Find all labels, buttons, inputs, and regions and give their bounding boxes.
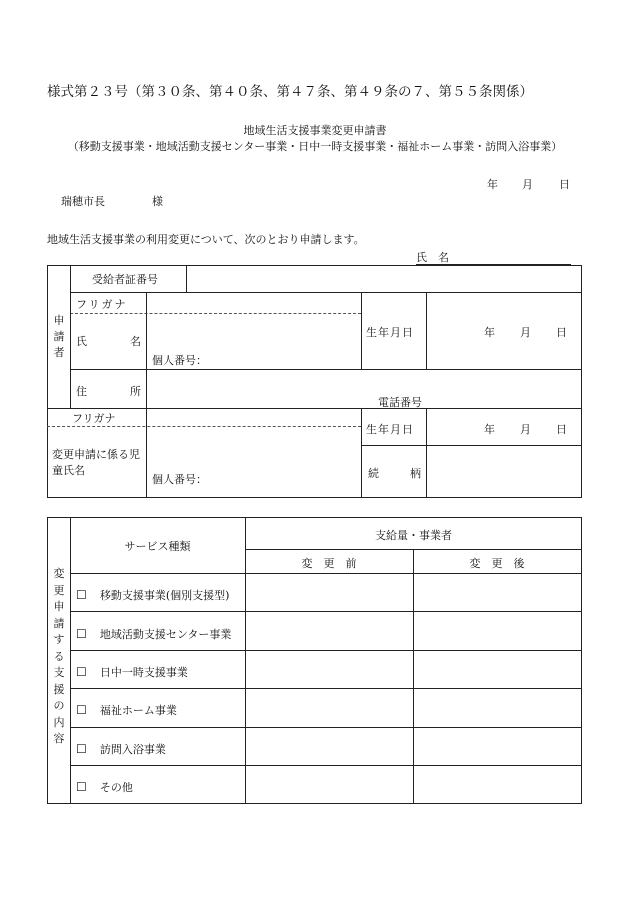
recipient-id-label: 受給者証番号 (92, 273, 158, 286)
child-personal-number-label: 個人番号： (152, 473, 207, 486)
after-cell[interactable] (414, 651, 581, 688)
service-checkbox[interactable]: ☐ (76, 780, 87, 794)
service-section-label: 変更申請する支援の内容 (53, 567, 65, 745)
birthdate-label: 生年月日 (366, 326, 414, 339)
applicant-section-label: 申請者 (53, 314, 65, 359)
service-row-2 (76, 661, 188, 680)
addressee-name: 瑞穂市長 (61, 195, 105, 208)
furigana-field[interactable] (147, 293, 360, 313)
service-label: 移動支援事業(個別支援型) (99, 589, 230, 602)
table-rule (245, 549, 582, 550)
name-label-first: 氏 (76, 335, 87, 348)
header-year-label: 年 (487, 178, 498, 191)
header-day-label: 日 (559, 178, 570, 191)
table-rule (70, 517, 71, 804)
child-furigana-label: フリガナ (72, 412, 116, 425)
phone-label: 電話番号 (378, 396, 422, 409)
before-cell[interactable] (246, 651, 412, 688)
name-label-second: 名 (130, 335, 141, 348)
birthdate-day-label: 日 (556, 326, 567, 339)
header-month-label: 月 (522, 178, 533, 191)
service-row-1 (76, 623, 231, 642)
signature-label: 氏 名 (416, 251, 449, 264)
service-type-header: サービス種類 (124, 540, 191, 553)
service-row-4 (76, 738, 166, 757)
table-border (581, 517, 582, 804)
service-row-0 (76, 584, 229, 603)
page-subtitle: （移動支援事業・地域活動支援センター事業・日中一時支援事業・福祉ホーム事業・訪問入浴事業） (67, 140, 563, 153)
addressee-honorific: 様 (152, 195, 163, 208)
page-title: 地域生活支援事業変更申請書 (243, 124, 387, 137)
after-cell[interactable] (414, 689, 581, 727)
after-cell[interactable] (414, 766, 581, 803)
table-rule (426, 292, 427, 370)
supply-header: 支給量・事業者 (375, 529, 452, 542)
recipient-id-field[interactable] (187, 266, 581, 292)
service-label: 地域活動支援センター事業 (99, 628, 232, 641)
service-label: その他 (99, 781, 133, 794)
table-border (581, 265, 582, 498)
service-checkbox[interactable]: ☐ (76, 665, 87, 679)
furigana-label: フリガナ (76, 298, 128, 311)
address-label-second: 所 (130, 385, 141, 398)
child-name-label: 変更申請に係る児童氏名 (52, 448, 140, 477)
table-rule (361, 292, 362, 370)
service-label: 日中一時支援事業 (99, 666, 188, 679)
service-row-3 (76, 699, 177, 718)
after-cell[interactable] (414, 574, 581, 611)
child-birthdate-day-label: 日 (556, 423, 567, 436)
service-checkbox[interactable]: ☐ (76, 742, 87, 756)
before-cell[interactable] (246, 766, 412, 803)
service-checkbox[interactable]: ☐ (76, 627, 87, 641)
table-border (47, 517, 582, 518)
child-birthdate-month-label: 月 (520, 423, 531, 436)
after-cell[interactable] (414, 728, 581, 765)
address-field[interactable] (147, 370, 581, 408)
before-cell[interactable] (246, 574, 412, 611)
before-cell[interactable] (246, 728, 412, 765)
child-birthdate-label: 生年月日 (366, 423, 414, 436)
relationship-label-first: 続 (368, 467, 379, 480)
intro-text: 地域生活支援事業の利用変更について、次のとおり申請します。 (47, 233, 365, 246)
service-checkbox[interactable]: ☐ (76, 588, 87, 602)
before-cell[interactable] (246, 689, 412, 727)
table-rule (70, 265, 71, 409)
personal-number-label: 個人番号： (152, 354, 207, 367)
table-border (47, 517, 48, 804)
relationship-label-second: 柄 (410, 467, 421, 480)
form-number: 様式第２３号（第３０条、第４０条、第４７条、第４９条の７、第５５条関係） (47, 84, 533, 100)
relationship-field[interactable] (427, 446, 581, 497)
birthdate-month-label: 月 (520, 326, 531, 339)
birthdate-year-label: 年 (484, 326, 495, 339)
before-cell[interactable] (246, 612, 412, 650)
service-label: 訪問入浴事業 (99, 743, 166, 756)
address-label-first: 住 (76, 385, 87, 398)
service-label: 福祉ホーム事業 (99, 704, 177, 717)
table-border (47, 497, 582, 498)
service-checkbox[interactable]: ☐ (76, 703, 87, 717)
before-header: 変 更 前 (301, 557, 357, 570)
table-border (47, 803, 582, 804)
after-cell[interactable] (414, 612, 581, 650)
service-row-5 (76, 776, 133, 795)
child-birthdate-year-label: 年 (484, 423, 495, 436)
child-furigana-field[interactable] (147, 409, 360, 426)
after-header: 変 更 後 (469, 557, 525, 570)
table-border (47, 265, 48, 498)
table-rule (361, 408, 362, 498)
